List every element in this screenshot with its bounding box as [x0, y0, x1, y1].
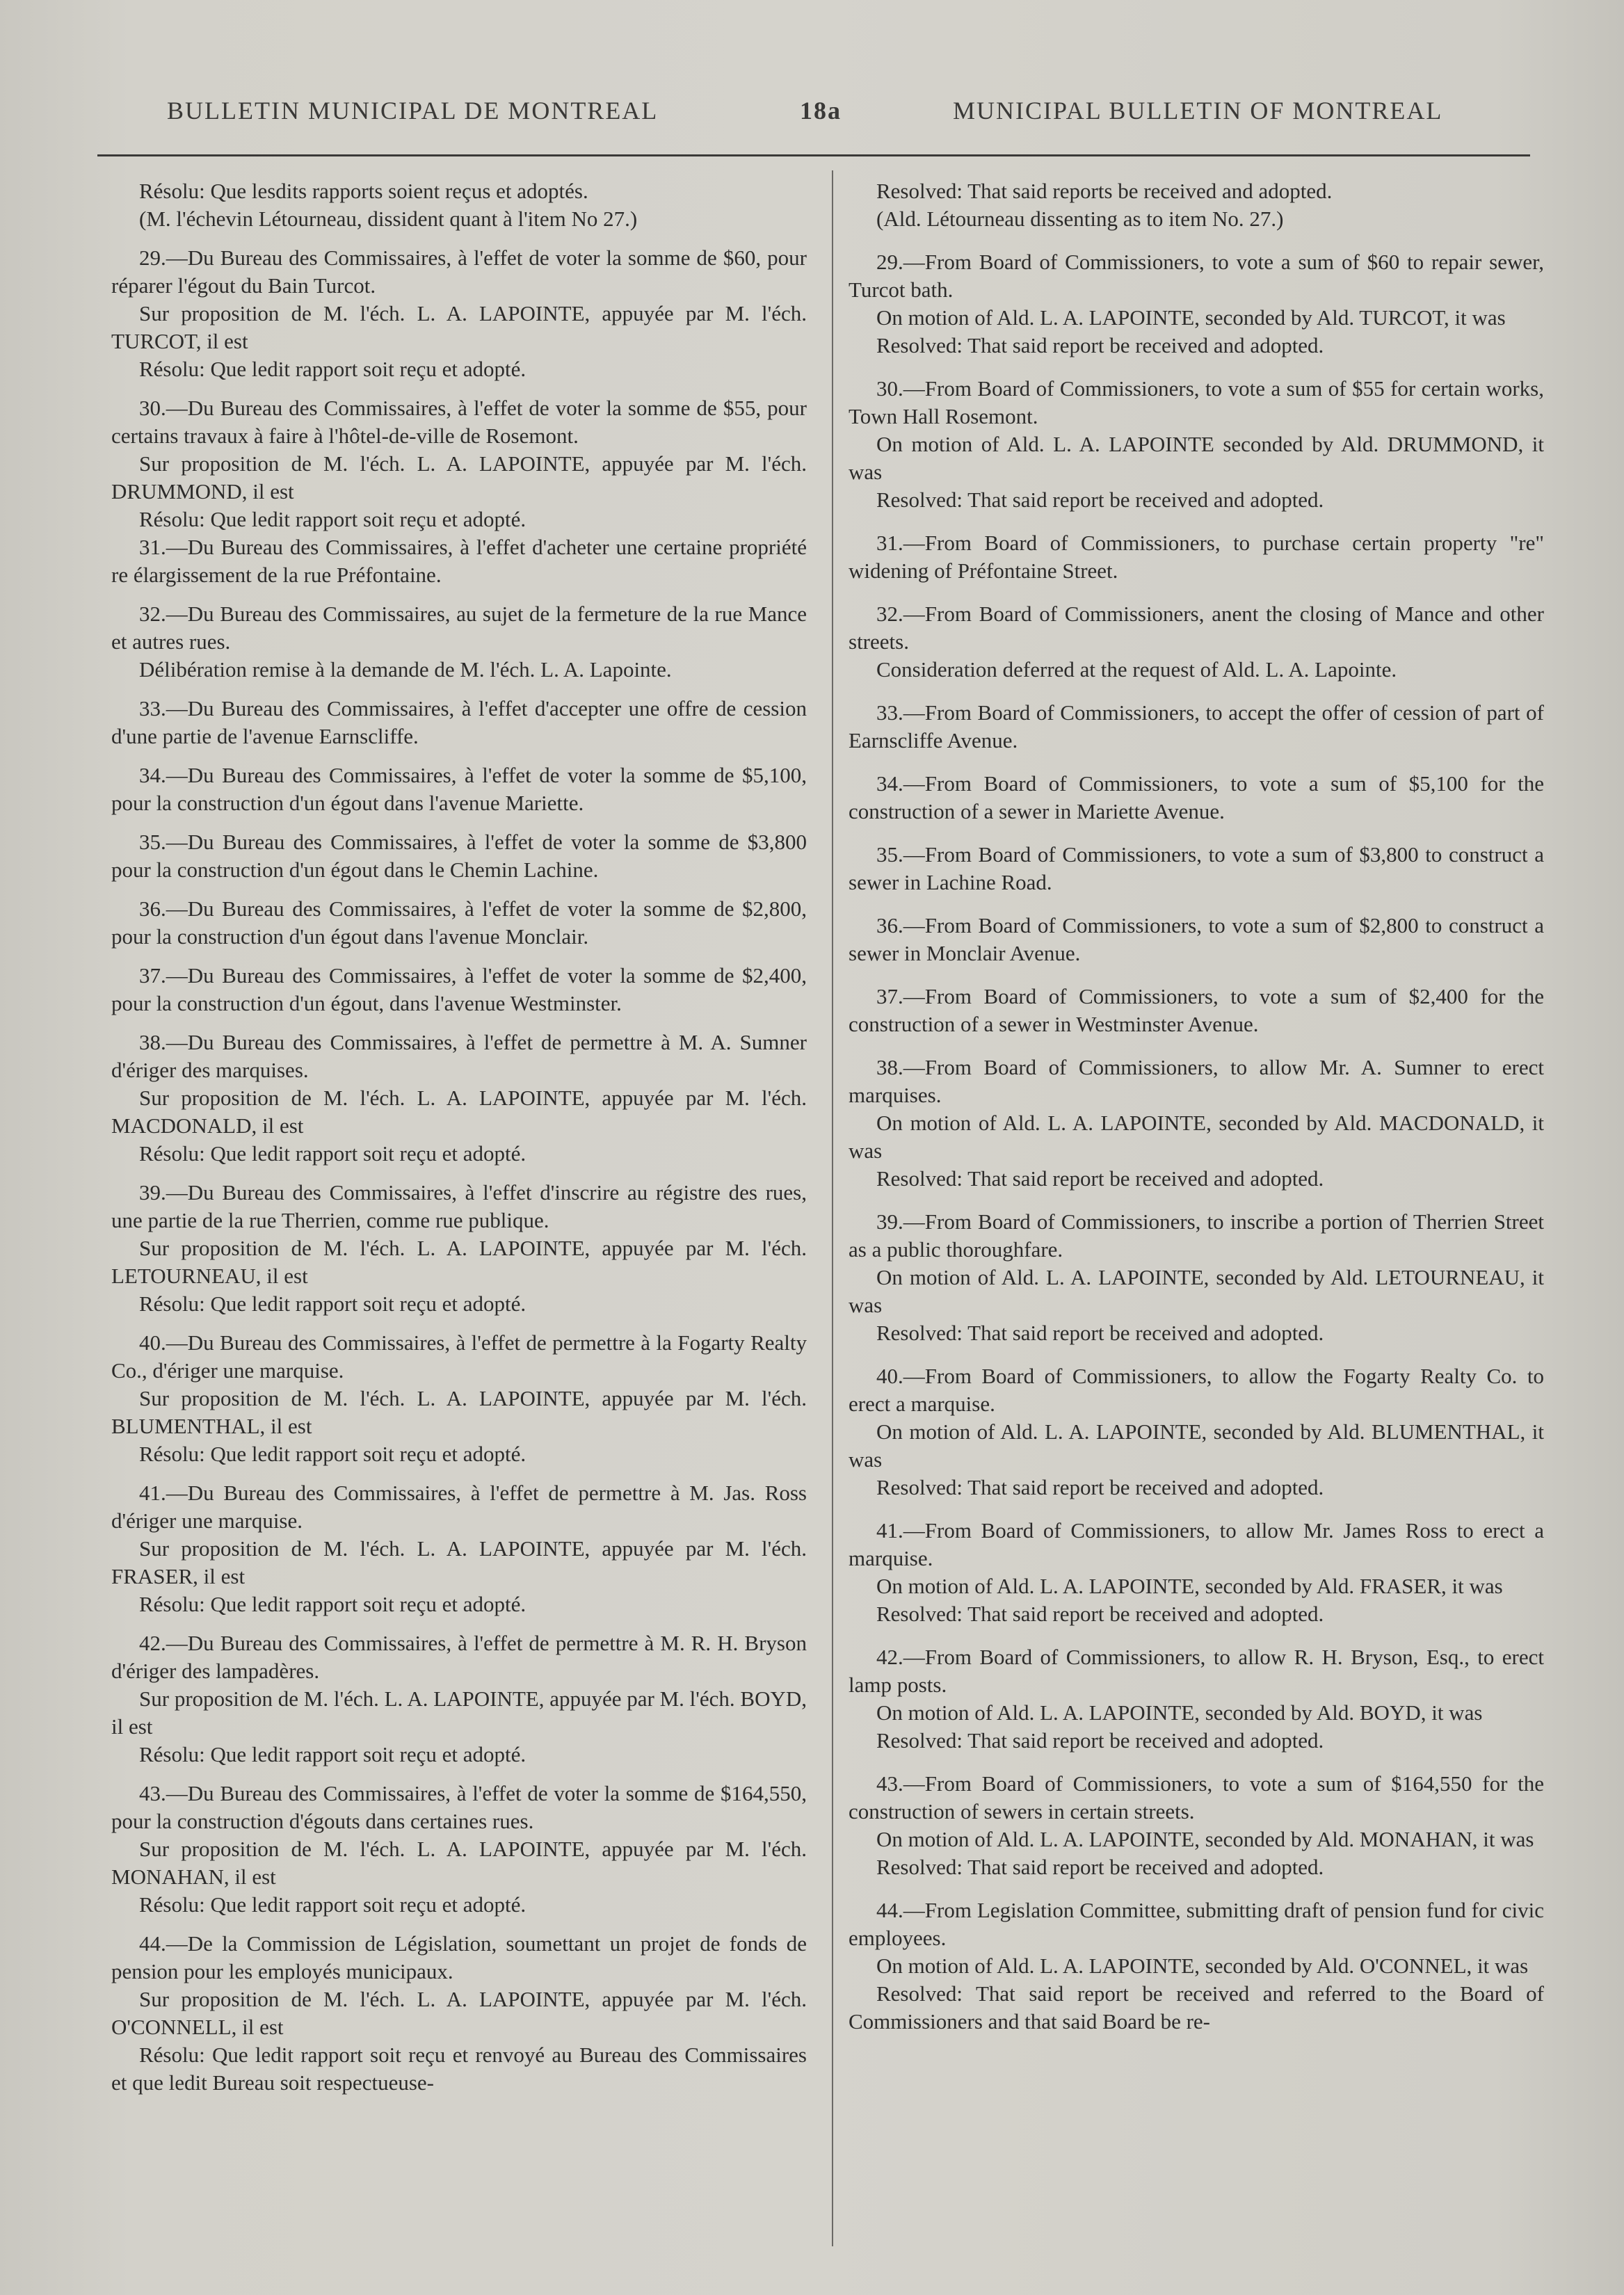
- paragraph: On motion of Ald. L. A. LAPOINTE, seconded by Ald. BOYD, it was: [876, 1700, 1483, 1725]
- paragraph: 42.—From Board of Commissioners, to allow R. H. Bryson, Esq., to erect lamp posts.: [849, 1645, 1544, 1697]
- running-header: [97, 96, 1530, 138]
- paragraph: Résolu: Que ledit rapport soit reçu et adopté.: [139, 1291, 526, 1316]
- paragraph: Sur proposition de M. l'éch. L. A. LAPOINTE, appuyée par M. l'éch. MONAHAN, il est: [111, 1837, 807, 1889]
- paragraph: 40.—Du Bureau des Commissaires, à l'effet de permettre à la Fogarty Realty Co., d'ériger une marquise.: [111, 1330, 807, 1383]
- paragraph: Sur proposition de M. l'éch. L. A. LAPOINTE, appuyée par M. l'éch. TURCOT, il est: [111, 301, 807, 353]
- page-number: 18a: [800, 97, 842, 124]
- paragraph: Resolved: That said report be received and adopted.: [876, 1166, 1324, 1191]
- paragraph: Sur proposition de M. l'éch. L. A. LAPOINTE, appuyée par M. l'éch. O'CONNELL, il est: [111, 1987, 807, 2039]
- paragraph: 37.—From Board of Commissioners, to vote a sum of $2,400 for the construction of a sewer in Westminster Avenue.: [849, 984, 1544, 1036]
- paragraph: Résolu: Que ledit rapport soit reçu et adopté.: [139, 1892, 526, 1917]
- paragraph: On motion of Ald. L. A. LAPOINTE seconded by Ald. DRUMMOND, it was: [849, 432, 1544, 484]
- paragraph: 32.—From Board of Commissioners, anent the closing of Mance and other streets.: [849, 602, 1544, 654]
- paragraph: 37.—Du Bureau des Commissaires, à l'effet de voter la somme de $2,400, pour la construction d'un égout, dans l'avenue Westminster.: [111, 963, 807, 1015]
- paragraph: Consideration deferred at the request of Ald. L. A. Lapointe.: [876, 657, 1397, 682]
- paragraph: (Ald. Létourneau dissenting as to item No. 27.): [876, 207, 1284, 231]
- paragraph: Resolved: That said report be received and adopted.: [876, 1475, 1324, 1499]
- paragraph: 35.—Du Bureau des Commissaires, à l'effet de voter la somme de $3,800 pour la construction d'un égout dans le Chemin Lachine.: [111, 830, 807, 882]
- paragraph: (M. l'échevin Létourneau, dissident quant à l'item No 27.): [139, 207, 638, 231]
- paragraph: 43.—From Board of Commissioners, to vote a sum of $164,550 for the construction of sewers in certain streets.: [849, 1771, 1544, 1823]
- paragraph: Résolu: Que ledit rapport soit reçu et adopté.: [139, 1442, 526, 1466]
- paragraph: 38.—Du Bureau des Commissaires, à l'effet de permettre à M. A. Sumner d'ériger des marquises.: [111, 1030, 807, 1082]
- paragraph: On motion of Ald. L. A. LAPOINTE, seconded by Ald. LETOURNEAU, it was: [849, 1265, 1544, 1317]
- paragraph: 38.—From Board of Commissioners, to allow Mr. A. Sumner to erect marquises.: [849, 1055, 1544, 1107]
- paragraph: Résolu: Que ledit rapport soit reçu et adopté.: [139, 1742, 526, 1766]
- paragraph: Délibération remise à la demande de M. l'éch. L. A. Lapointe.: [139, 657, 672, 682]
- paragraph: Sur proposition de M. l'éch. L. A. LAPOINTE, appuyée par M. l'éch. MACDONALD, il est: [111, 1086, 807, 1138]
- paragraph: Sur proposition de M. l'éch. L. A. LAPOINTE, appuyée par M. l'éch. BOYD, il est: [111, 1686, 807, 1739]
- paragraph: 42.—Du Bureau des Commissaires, à l'effet de permettre à M. R. H. Bryson d'ériger des lampadères.: [111, 1631, 807, 1683]
- paragraph: 30.—Du Bureau des Commissaires, à l'effet de voter la somme de $55, pour certains travaux à faire à l'hôtel-de-ville de Rosemont.: [111, 396, 807, 448]
- paragraph: 41.—Du Bureau des Commissaires, à l'effet de permettre à M. Jas. Ross d'ériger une marquise.: [111, 1481, 807, 1533]
- paragraph: On motion of Ald. L. A. LAPOINTE, seconded by Ald. TURCOT, it was: [876, 305, 1506, 330]
- paragraph: On motion of Ald. L. A. LAPOINTE, seconded by Ald. FRASER, it was: [876, 1574, 1503, 1598]
- header-english-title: MUNICIPAL BULLETIN OF MONTREAL: [953, 97, 1443, 124]
- paragraph: 39.—From Board of Commissioners, to inscribe a portion of Therrien Street as a public thoroughfare.: [849, 1209, 1544, 1262]
- paragraph: 31.—From Board of Commissioners, to purchase certain property "re" widening of Préfontaine Street.: [849, 531, 1544, 583]
- paragraph: Sur proposition de M. l'éch. L. A. LAPOINTE, appuyée par M. l'éch. BLUMENTHAL, il est: [111, 1386, 807, 1438]
- french-column: [111, 177, 807, 2097]
- paragraph: Resolved: That said report be received and adopted.: [876, 488, 1324, 512]
- header-rule: [97, 154, 1530, 156]
- paragraph: Resolved: That said report be received and adopted.: [876, 1855, 1324, 1879]
- paragraph: Sur proposition de M. l'éch. L. A. LAPOINTE, appuyée par M. l'éch. LETOURNEAU, il est: [111, 1236, 807, 1288]
- paragraph: 36.—Du Bureau des Commissaires, à l'effet de voter la somme de $2,800, pour la construction d'un égout dans l'avenue Monclair.: [111, 896, 807, 949]
- paragraph: Resolved: That said report be received and adopted.: [876, 1602, 1324, 1626]
- paragraph: Resolved: That said report be received and adopted.: [876, 1321, 1324, 1345]
- paragraph: Résolu: Que ledit rapport soit reçu et adopté.: [139, 1592, 526, 1616]
- paragraph: 32.—Du Bureau des Commissaires, au sujet de la fermeture de la rue Mance et autres rues.: [111, 602, 807, 654]
- english-column: [849, 177, 1544, 2036]
- paragraph: Résolu: Que ledit rapport soit reçu et adopté.: [139, 507, 526, 531]
- paragraph: 33.—Du Bureau des Commissaires, à l'effet d'accepter une offre de cession d'une partie de l'avenue Earnscliffe.: [111, 696, 807, 748]
- paragraph: 41.—From Board of Commissioners, to allow Mr. James Ross to erect a marquise.: [849, 1518, 1544, 1570]
- paragraph: On motion of Ald. L. A. LAPOINTE, seconded by Ald. BLUMENTHAL, it was: [849, 1419, 1544, 1472]
- paragraph: 35.—From Board of Commissioners, to vote a sum of $3,800 to construct a sewer in Lachine Road.: [849, 842, 1544, 894]
- paragraph: Resolved: That said report be received and referred to the Board of Commissioners and that said Board be re-: [849, 1981, 1544, 2034]
- paragraph: 30.—From Board of Commissioners, to vote a sum of $55 for certain works, Town Hall Rosemont.: [849, 376, 1544, 428]
- paragraph: Sur proposition de M. l'éch. L. A. LAPOINTE, appuyée par M. l'éch. FRASER, il est: [111, 1536, 807, 1588]
- column-divider: [832, 170, 833, 2246]
- paragraph: 44.—From Legislation Committee, submitting draft of pension fund for civic employees.: [849, 1898, 1544, 1950]
- paragraph: 40.—From Board of Commissioners, to allow the Fogarty Realty Co. to erect a marquise.: [849, 1364, 1544, 1416]
- paragraph: 31.—Du Bureau des Commissaires, à l'effet d'acheter une certaine propriété re élargissement de la rue Préfontaine.: [111, 535, 807, 587]
- paragraph: 36.—From Board of Commissioners, to vote a sum of $2,800 to construct a sewer in Monclair Avenue.: [849, 913, 1544, 965]
- paragraph: On motion of Ald. L. A. LAPOINTE, seconded by Ald. O'CONNEL, it was: [876, 1954, 1529, 1978]
- paragraph: Sur proposition de M. l'éch. L. A. LAPOINTE, appuyée par M. l'éch. DRUMMOND, il est: [111, 451, 807, 504]
- paragraph: Resolved: That said report be received and adopted.: [876, 1728, 1324, 1753]
- paragraph: 39.—Du Bureau des Commissaires, à l'effet d'inscrire au régistre des rues, une partie de la rue Therrien, comme rue publique.: [111, 1180, 807, 1232]
- paragraph: 34.—From Board of Commissioners, to vote a sum of $5,100 for the construction of a sewer in Mariette Avenue.: [849, 771, 1544, 823]
- paragraph: Résolu: Que lesdits rapports soient reçus et adoptés.: [139, 179, 588, 203]
- paragraph: 43.—Du Bureau des Commissaires, à l'effet de voter la somme de $164,550, pour la construction d'égouts dans certaines rues.: [111, 1781, 807, 1833]
- paragraph: Résolu: Que ledit rapport soit reçu et adopté.: [139, 357, 526, 381]
- paragraph: On motion of Ald. L. A. LAPOINTE, seconded by Ald. MONAHAN, it was: [876, 1827, 1534, 1851]
- paragraph: Resolved: That said reports be received and adopted.: [876, 179, 1333, 203]
- paragraph: 29.—From Board of Commissioners, to vote a sum of $60 to repair sewer, Turcot bath.: [849, 250, 1544, 302]
- paragraph: Résolu: Que ledit rapport soit reçu et renvoyé au Bureau des Commissaires et que ledit Bureau soit respectueuse-: [111, 2043, 807, 2095]
- paragraph: 34.—Du Bureau des Commissaires, à l'effet de voter la somme de $5,100, pour la construction d'un égout dans l'avenue Mariette.: [111, 763, 807, 815]
- paragraph: Résolu: Que ledit rapport soit reçu et adopté.: [139, 1141, 526, 1166]
- paragraph: 44.—De la Commission de Législation, soumettant un projet de fonds de pension pour les employés municipaux.: [111, 1931, 807, 1983]
- paragraph: 29.—Du Bureau des Commissaires, à l'effet de voter la somme de $60, pour réparer l'égout du Bain Turcot.: [111, 245, 807, 298]
- paragraph: On motion of Ald. L. A. LAPOINTE, seconded by Ald. MACDONALD, it was: [849, 1111, 1544, 1163]
- paragraph: 33.—From Board of Commissioners, to accept the offer of cession of part of Earnscliffe Avenue.: [849, 700, 1544, 752]
- header-french-title: BULLETIN MUNICIPAL DE MONTREAL: [167, 97, 659, 124]
- paragraph: Resolved: That said report be received and adopted.: [876, 333, 1324, 357]
